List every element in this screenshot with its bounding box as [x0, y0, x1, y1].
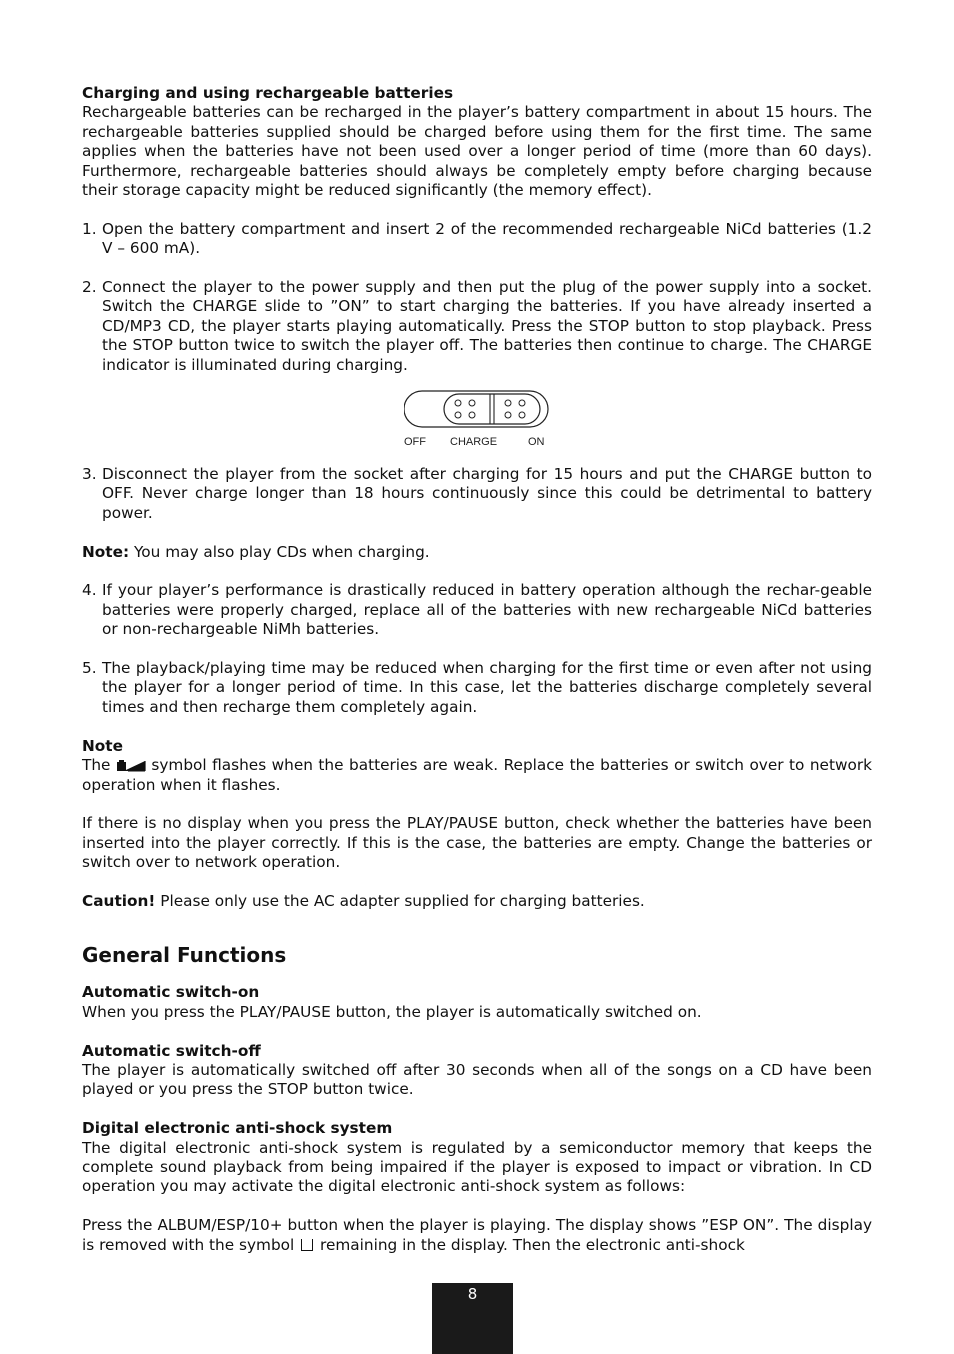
list-number: 1. [82, 219, 97, 238]
list-item [82, 581, 872, 639]
list-number: 4. [82, 581, 97, 600]
list-item [82, 278, 872, 375]
section-heading-general-functions: General Functions [82, 943, 287, 968]
switch-label-charge: CHARGE [450, 436, 498, 449]
charge-switch-diagram [82, 389, 872, 455]
section-heading-charging: Charging and using rechargeable batteries [82, 84, 454, 102]
caution-label: Caution! [82, 891, 156, 910]
list-number: 2. [82, 278, 97, 297]
list-item [82, 659, 872, 717]
esp-text-post: remaining in the display. Then the electronic anti-shock [315, 1235, 745, 1254]
note-charging [82, 543, 872, 562]
auto-on-text: When you press the PLAY/PAUSE button, the player is automatically switched on. [82, 1002, 702, 1021]
esp-text-pre: Press the ALBUM/ESP/10+ button when the player is playing. The display shows ”ESP ON”. The display is removed with the symbol [82, 1216, 872, 1254]
note-heading: Note [82, 736, 123, 755]
note-label: Note: [82, 542, 130, 561]
esp-symbol-icon [301, 1239, 313, 1251]
note-text-pre: The [82, 756, 116, 775]
list-item [82, 220, 872, 259]
esp-heading: Digital electronic anti-shock system [82, 1119, 393, 1138]
low-battery-icon [116, 759, 146, 772]
switch-label-off: OFF [404, 436, 426, 449]
no-display-para: If there is no display when you press the PLAY/PAUSE button, check whether the batteries have been inserted into the player correctly. If this is the case, the batteries are empty. Change the batteries or switch over to network operation. [82, 814, 872, 872]
auto-off-text: The player is automatically switched off after 30 seconds when all of the songs on a CD have been played or you press the STOP button twice. [82, 1060, 872, 1099]
list-text: Open the battery compartment and insert 2 of the recommended rechargeable NiCd batteries (1.2 V – 600 mA). [102, 219, 872, 258]
battery-weak-note [82, 756, 872, 795]
charging-intro: Rechargeable batteries can be recharged in the player’s battery compartment in about 15 hours. The rechargeable batteries supplied should be charged before using them for the first time. The same applies when the batteries have not been used over a longer period of time (more than 60 days). Furthermore, rechargeable batteries should always be completely empty before charging because their storage capacity might be reduced significantly (the memory effect). [82, 103, 872, 200]
list-item [82, 465, 872, 523]
list-text: The playback/playing time may be reduced when charging for the first time or even after not using the player for a longer period of time. In this case, let the batteries discharge completely several times and then recharge them completely again. [102, 659, 872, 716]
auto-off-heading: Automatic switch-off [82, 1041, 261, 1060]
list-number: 3. [82, 465, 97, 484]
list-number: 5. [82, 659, 97, 678]
page-content [82, 84, 872, 1255]
note-text-post: symbol flashes when the batteries are weak. Replace the batteries or switch over to network operation when it flashes. [82, 756, 872, 794]
switch-label-on: ON [528, 436, 545, 449]
caution-text: Please only use the AC adapter supplied for charging batteries. [155, 891, 645, 910]
caution-para [82, 892, 872, 911]
page-number-tab [432, 1283, 513, 1354]
page-number: 8 [467, 1285, 478, 1303]
list-text: Connect the player to the power supply and then put the plug of the power supply into a socket. Switch the CHARGE slide to ”ON” to start charging the batteries. If you have already inserted a CD/MP3 CD, the player starts playing automatically. Press the STOP button to stop playback. Press the STOP button twice to switch the player off. The batteries then continue to charge. The CHARGE indicator is illuminated during charging. [102, 278, 872, 374]
note-text: You may also play CDs when charging. [129, 542, 430, 561]
list-text: If your player’s performance is drastically reduced in battery operation although the rechar-geable batteries were properly charged, replace all of the batteries with new rechargeable NiCd batteries or non-rechargeable NiMh batteries. [102, 581, 872, 639]
esp-activation-text [82, 1216, 872, 1255]
auto-on-heading: Automatic switch-on [82, 983, 260, 1002]
esp-text: The digital electronic anti-shock system is regulated by a semiconductor memory that keeps the complete sound playback from being impaired if the player is exposed to impact or vibration. In CD operation you may activate the digital electronic anti-shock system as follows: [82, 1138, 872, 1196]
charge-switch-icon [404, 389, 554, 451]
list-text: Disconnect the player from the socket after charging for 15 hours and put the CHARGE button to OFF. Never charge longer than 18 hours continuously since this could be detrimental to battery power. [102, 465, 872, 522]
